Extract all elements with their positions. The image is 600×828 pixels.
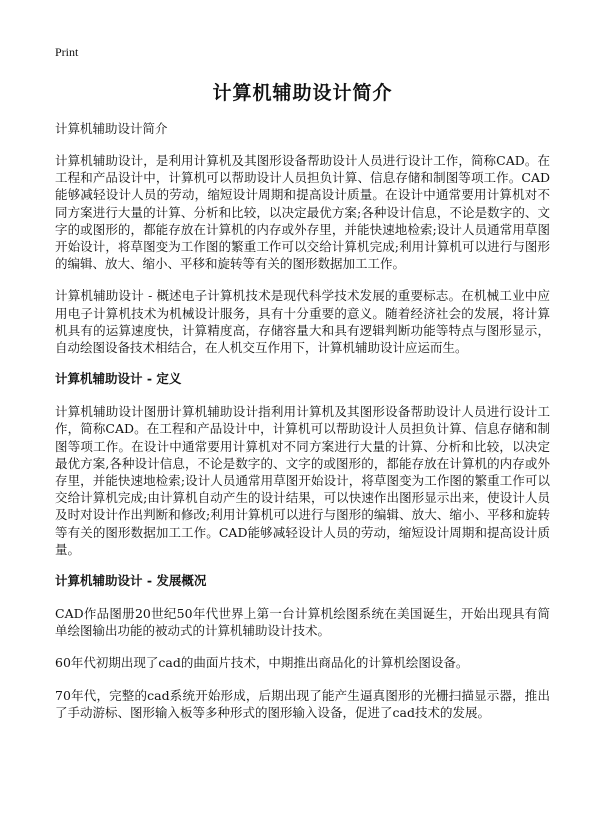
- definition-paragraph: 计算机辅助设计图册计算机辅助设计指利用计算机及其图形设备帮助设计人员进行设计工作，简称CAD。在工程和产品设计中，计算机可以帮助设计人员担负计算、信息存储和制图等项工作。在设计中通常要用计算机对不同方案进行大量的计算、分析和比较，以决定最优方案,各种设计信息，不论是数字的、文字的或图形的，都能存放在计算机的内存或外存里，并能快速地检索;设计人员通常用草图开始设计，将草图变为工作图的繁重工作可以交给计算机完成;由计算机自动产生的设计结果，可以快速作出图形显示出来，使设计人员及时对设计作出判断和修改;利用计算机可以进行与图形的编辑、放大、缩小、平移和旋转等有关的图形数据加工工作。CAD能够减轻设计人员的劳动，缩短设计周期和提高设计质量。: [55, 404, 550, 557]
- history-paragraph-2: 60年代初期出现了cad的曲面片技术，中期推出商品化的计算机绘图设备。: [55, 655, 469, 671]
- intro-paragraph-1: 计算机辅助设计，是利用计算机及其图形设备帮助设计人员进行设计工作，简称CAD。在工程和产品设计中，计算机可以帮助设计人员担负计算、信息存储和制图等项工作。CAD能够减轻设计人员的劳动，缩短设计周期和提高设计质量。在设计中通常要用计算机对不同方案进行大量的计算、分析和比较，以决定最优方案;各种设计信息，不论是数字的、文字的或图形的，都能存放在计算机的内存或外存里，并能快速地检索;设计人员通常用草图开始设计，将草图变为工作图的繁重工作可以交给计算机完成;利用计算机可以进行与图形的编辑、放大、缩小、平移和旋转等有关的图形数据加工工作。: [55, 153, 550, 272]
- history-paragraph-1: CAD作品图册20世纪50年代世界上第一台计算机绘图系统在美国诞生，开始出现具有简单绘图输出功能的被动式的计算机辅助设计技术。: [55, 606, 550, 639]
- history-paragraph-3: 70年代，完整的cad系统开始形成，后期出现了能产生逼真图形的光栅扫描显示器，推出了手动游标、图形输入板等多种形式的图形输入设备，促进了cad技术的发展。: [55, 687, 550, 720]
- intro-paragraph-2: 计算机辅助设计 - 概述电子计算机技术是现代科学技术发展的重要标志。在机械工业中应用电子计算机技术为机械设计服务，具有十分重要的意义。随着经济社会的发展，将计算机具有的运算速度快，计算精度高，存储容量大和具有逻辑判断功能等特点与图形显示，自动绘图设备技术相结合，在人机交互作用下，计算机辅助设计应运而生。: [55, 288, 550, 356]
- section-heading-definition: 计算机辅助设计 - 定义: [55, 371, 182, 387]
- section-heading-history: 计算机辅助设计 - 发展概况: [55, 573, 207, 589]
- page-title: 计算机辅助设计简介: [212, 82, 393, 104]
- print-link[interactable]: Print: [55, 45, 79, 59]
- document-subtitle: 计算机辅助设计简介: [55, 121, 168, 136]
